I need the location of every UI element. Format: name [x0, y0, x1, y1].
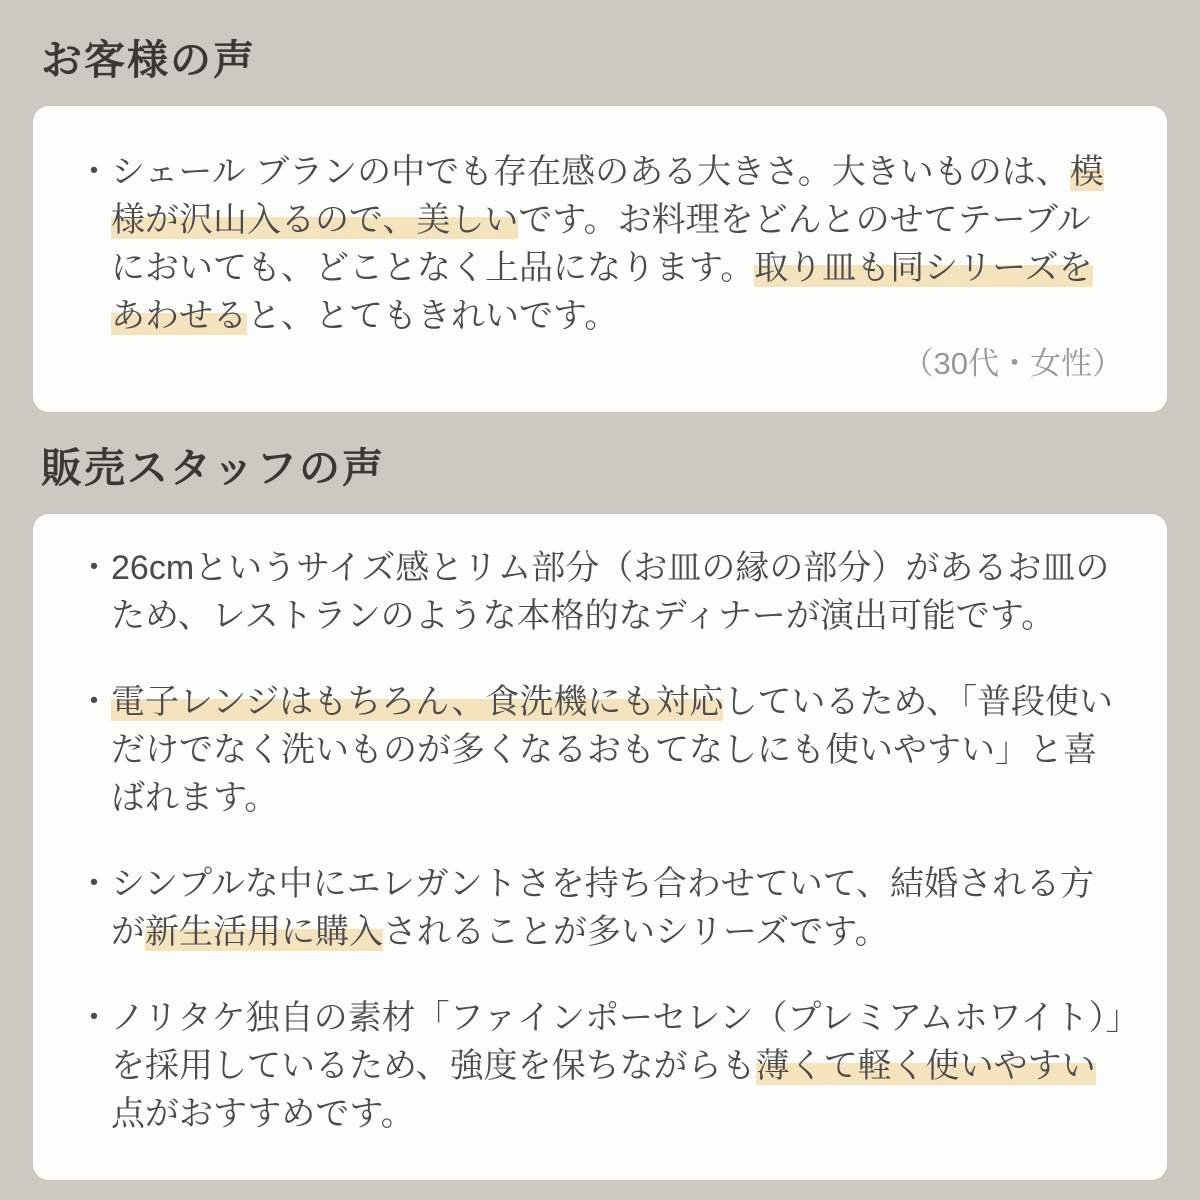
staff-comment-item — [77, 994, 1123, 1138]
highlighted-text: 薄くて軽く使いやすい — [755, 1047, 1096, 1086]
text-segment: しているため、「普段使いだけでなく洗いものが多くなるおもてなしにも使いやすい」と喜ばれます。 — [111, 683, 1113, 818]
highlighted-text: 電子レンジはもちろん、食洗機にも対応 — [111, 683, 724, 722]
staff-voice-list — [77, 544, 1123, 1138]
staff-voice-section — [33, 444, 1167, 1180]
review-item — [77, 148, 1123, 340]
staff-voice-heading: 販売スタッフの声 — [41, 445, 385, 492]
bullet-dot-icon: ・ — [77, 549, 111, 588]
text-segment: と、とてもきれいです。 — [247, 297, 619, 336]
reviewer-attribution: （30代・女性） — [902, 346, 1123, 382]
text-segment: シンプルな中にエレガントさを持ち合わせていて、結婚される方が — [111, 865, 1095, 952]
customer-voice-heading: お客様の声 — [41, 37, 256, 83]
text-segment: ノリタケ独自の素材「ファインポーセレン（プレミアムホワイト）」を採用しているため、強度を保ちながらも — [111, 999, 1123, 1086]
bullet-dot-icon: ・ — [77, 153, 111, 192]
bullet-dot-icon: ・ — [77, 865, 111, 904]
customer-voice-section — [33, 36, 1167, 412]
bullet-dot-icon: ・ — [77, 999, 111, 1038]
staff-comment-text — [111, 994, 1123, 1138]
staff-comment-item — [77, 860, 1123, 956]
text-segment: です。お料理をどんとのせてテーブルにおいても、どことなく上品になります。 — [111, 201, 1091, 288]
customer-voice-card — [33, 106, 1167, 412]
staff-comment-text — [111, 544, 1123, 640]
highlighted-text: 取り皿も同シリーズをあわせる — [111, 249, 1093, 336]
highlighted-text: 新生活用に購入 — [145, 913, 383, 952]
customer-voice-list — [77, 148, 1123, 340]
text-segment: 点がおすすめです。 — [111, 1095, 415, 1134]
highlighted-text: 模様が沢山入るので、美しい — [111, 153, 1104, 240]
review-text — [111, 148, 1123, 340]
bullet-dot-icon: ・ — [77, 683, 111, 722]
text-segment: されることが多いシリーズです。 — [383, 913, 889, 952]
staff-comment-item — [77, 678, 1123, 822]
text-segment: シェール ブランの中でも存在感のある大きさ。大きいものは、 — [111, 153, 1070, 192]
staff-comment-item — [77, 544, 1123, 640]
staff-voice-card — [33, 514, 1167, 1180]
text-segment: 26cmというサイズ感とリム部分（お皿の縁の部分）があるお皿のため、レストランのような本格的なディナーが演出可能です。 — [111, 549, 1110, 636]
staff-comment-text — [111, 860, 1123, 956]
staff-comment-text — [111, 678, 1123, 822]
